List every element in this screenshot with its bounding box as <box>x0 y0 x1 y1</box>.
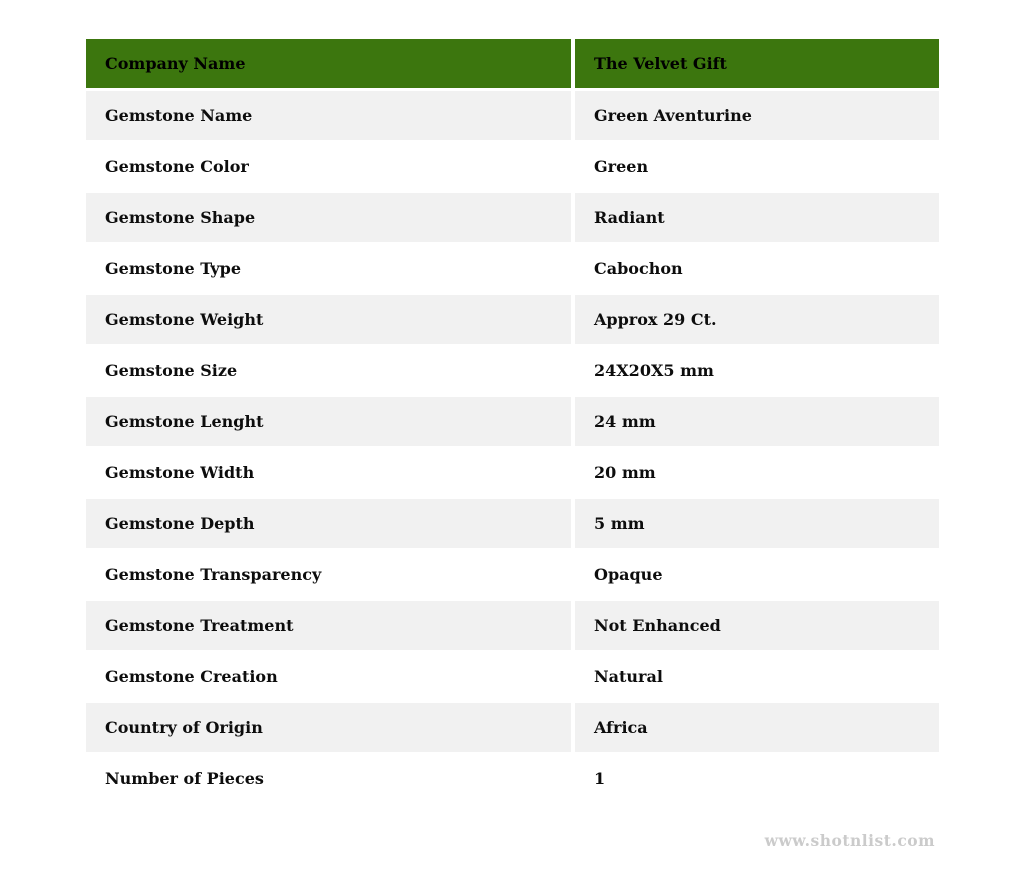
row-value-cell: Radiant <box>575 193 939 242</box>
header-company-name-cell: Company Name <box>86 39 571 88</box>
table-row <box>86 295 939 344</box>
header-company-value-cell: The Velvet Gift <box>575 39 939 88</box>
row-label-cell: Gemstone Transparency <box>86 550 571 599</box>
table-row <box>86 703 939 752</box>
row-value-cell: 1 <box>575 754 939 803</box>
table-row <box>86 754 939 803</box>
row-label-cell: Gemstone Shape <box>86 193 571 242</box>
table-row <box>86 91 939 140</box>
table-row <box>86 397 939 446</box>
row-value-cell: Green Aventurine <box>575 91 939 140</box>
row-label-cell: Gemstone Lenght <box>86 397 571 446</box>
row-value-cell: Cabochon <box>575 244 939 293</box>
row-value-cell: Not Enhanced <box>575 601 939 650</box>
row-label-cell: Gemstone Type <box>86 244 571 293</box>
table-body <box>86 91 939 803</box>
row-value-cell: 24 mm <box>575 397 939 446</box>
row-value-cell: Natural <box>575 652 939 701</box>
table-row <box>86 550 939 599</box>
row-value-cell: Green <box>575 142 939 191</box>
table-row <box>86 244 939 293</box>
row-value-cell: Approx 29 Ct. <box>575 295 939 344</box>
table-row <box>86 499 939 548</box>
row-value-cell: 24X20X5 mm <box>575 346 939 395</box>
table-row <box>86 193 939 242</box>
table-row <box>86 652 939 701</box>
row-label-cell: Gemstone Size <box>86 346 571 395</box>
row-label-cell: Gemstone Depth <box>86 499 571 548</box>
table-row <box>86 142 939 191</box>
row-value-cell: Africa <box>575 703 939 752</box>
row-label-cell: Gemstone Color <box>86 142 571 191</box>
row-label-cell: Country of Origin <box>86 703 571 752</box>
table-row <box>86 601 939 650</box>
row-label-cell: Gemstone Name <box>86 91 571 140</box>
row-label-cell: Gemstone Width <box>86 448 571 497</box>
table-header-row <box>86 39 939 88</box>
watermark-url: www.shotnlist.com <box>764 831 935 850</box>
row-value-cell: Opaque <box>575 550 939 599</box>
row-label-cell: Gemstone Treatment <box>86 601 571 650</box>
gemstone-spec-table <box>86 39 939 805</box>
row-label-cell: Gemstone Weight <box>86 295 571 344</box>
table-row <box>86 346 939 395</box>
row-label-cell: Number of Pieces <box>86 754 571 803</box>
row-label-cell: Gemstone Creation <box>86 652 571 701</box>
table-row <box>86 448 939 497</box>
row-value-cell: 5 mm <box>575 499 939 548</box>
row-value-cell: 20 mm <box>575 448 939 497</box>
